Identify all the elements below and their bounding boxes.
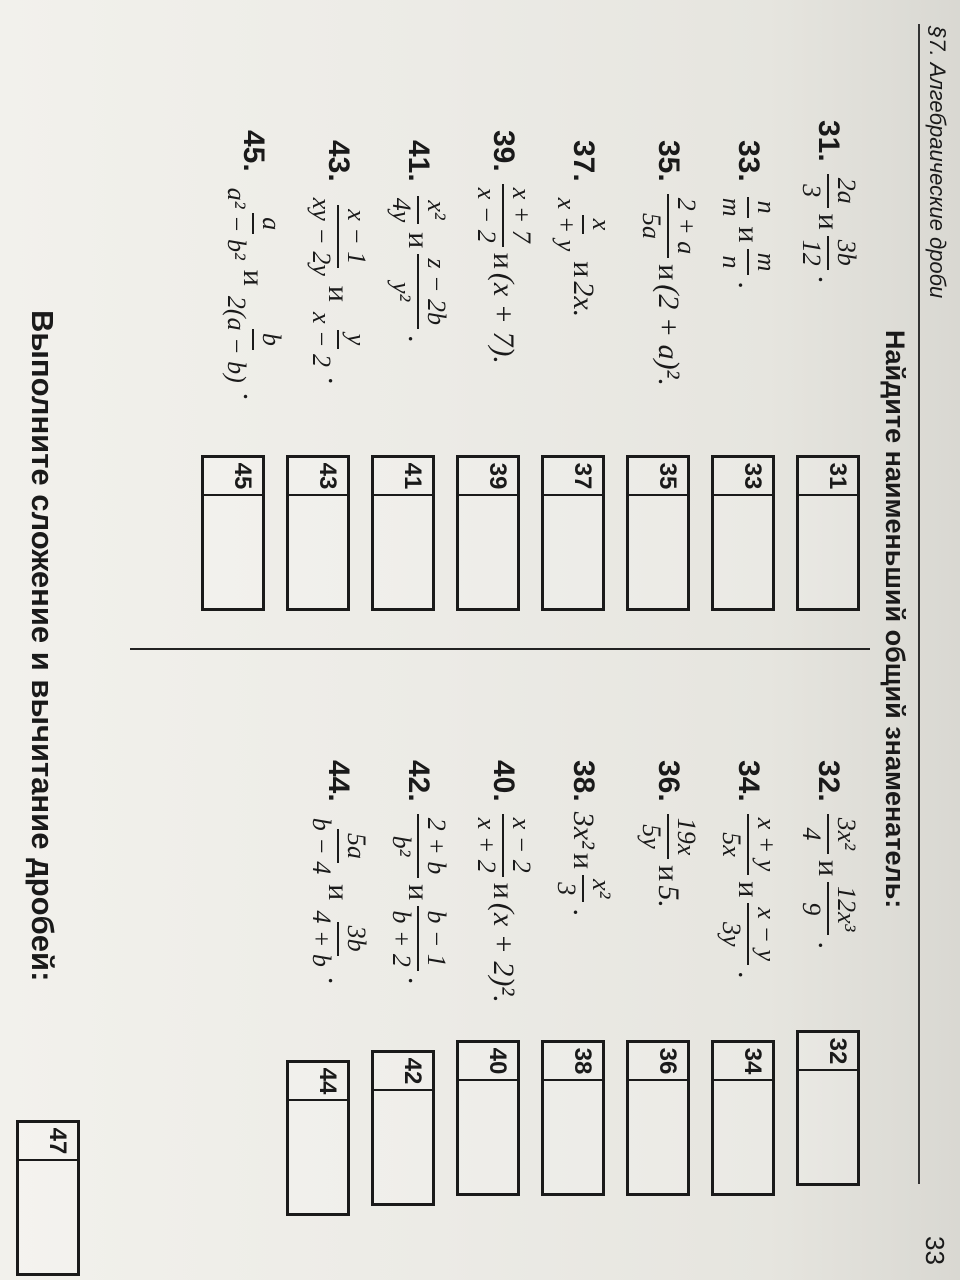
problem-item (387, 140, 450, 347)
answer-box[interactable] (541, 1040, 605, 1196)
punctuation: . (237, 392, 271, 401)
answer-box[interactable] (286, 1060, 350, 1216)
fraction (307, 814, 370, 879)
punctuation: . (567, 908, 601, 916)
numerator: b − 1 (417, 906, 450, 971)
denominator: a² − b² (222, 187, 252, 260)
numerator: b (252, 329, 285, 350)
problem-item (637, 140, 700, 386)
problem-number: 42. (402, 760, 436, 802)
punctuation: . (322, 976, 356, 985)
conjunction: и (812, 213, 846, 230)
answer-box[interactable] (796, 455, 860, 611)
numerator: 5a (337, 829, 370, 863)
answer-box-label: 32 (799, 1033, 857, 1071)
answer-box[interactable] (711, 455, 775, 611)
punctuation: . (732, 971, 766, 979)
problem-number: 32. (812, 760, 846, 802)
problem-number: 33. (732, 140, 766, 182)
numerator: z − 2b (417, 254, 450, 329)
answer-box-label: 39 (459, 458, 517, 496)
numerator: x² (582, 875, 615, 902)
denominator: 12 (797, 239, 827, 266)
fraction (387, 194, 450, 227)
problem-item (387, 760, 450, 988)
problem-number: 39. (487, 130, 521, 172)
numerator: x (582, 215, 615, 235)
conjunction: и (322, 285, 356, 302)
problem-number: 35. (652, 140, 686, 182)
denominator: 5x (717, 832, 747, 857)
fraction (552, 194, 615, 256)
fraction (717, 903, 780, 965)
denominator: 3y (717, 921, 747, 947)
problem-item (472, 130, 535, 364)
answer-box-label: 43 (289, 458, 347, 496)
punctuation: . (812, 275, 846, 284)
fraction (717, 249, 780, 276)
next-task-title: Выполните сложение и вычитание дробей: (25, 310, 60, 982)
fraction (797, 814, 860, 854)
problem-number: 43. (322, 140, 356, 182)
problem-item (472, 760, 535, 1003)
problem-item (552, 140, 615, 317)
answer-box[interactable] (796, 1030, 860, 1186)
numerator: 2a (827, 174, 860, 208)
answer-box-label: 44 (289, 1063, 347, 1101)
punctuation: . (402, 976, 436, 985)
answer-box[interactable] (286, 455, 350, 611)
answer-box-label: 38 (544, 1043, 602, 1081)
problem-item (552, 760, 615, 920)
punctuation: . (402, 335, 436, 343)
numerator: x² (417, 196, 450, 223)
fraction (387, 814, 450, 879)
punctuation: . (732, 281, 766, 289)
denominator: 3 (797, 184, 827, 198)
conjunction: и (402, 884, 436, 901)
answer-box-label: 35 (629, 458, 687, 496)
numerator: 3x² (827, 814, 860, 854)
numerator: x − 1 (337, 205, 370, 268)
column-divider (130, 648, 870, 650)
fraction (307, 906, 370, 971)
fraction (797, 236, 860, 270)
answer-box[interactable] (456, 1040, 520, 1196)
page-number: 33 (920, 1236, 950, 1265)
answer-box-label: 37 (544, 458, 602, 496)
punctuation: . (322, 377, 356, 385)
fraction (472, 814, 535, 877)
numerator: x + y (747, 814, 780, 876)
conjunction: и (567, 261, 601, 278)
answer-box[interactable] (16, 1120, 80, 1276)
numerator: n (747, 197, 780, 218)
answer-box[interactable] (626, 455, 690, 611)
answer-box-label: 31 (799, 458, 857, 496)
punctuation: . (812, 941, 846, 949)
answer-box[interactable] (201, 455, 265, 611)
denominator: y² (387, 281, 417, 302)
fraction (717, 814, 780, 876)
numerator: m (747, 249, 780, 276)
numerator: 2 + a (667, 194, 700, 259)
expression: (x + 7). (487, 272, 521, 364)
answer-box[interactable] (541, 455, 605, 611)
conjunction: и (732, 226, 766, 243)
section-header: §7. Алгебраические дроби (925, 26, 950, 299)
answer-box-label: 36 (629, 1043, 687, 1081)
problem-number: 36. (652, 760, 686, 802)
denominator: 4 + b (307, 910, 337, 967)
problem-number: 40. (487, 760, 521, 802)
numerator: 3b (337, 922, 370, 956)
denominator: x − 2 (472, 187, 502, 243)
problem-item (222, 130, 285, 404)
answer-box[interactable] (626, 1040, 690, 1196)
denominator: 4 (797, 827, 827, 841)
denominator: x + 2 (472, 817, 502, 873)
answer-box-label: 33 (714, 458, 772, 496)
fraction (222, 292, 285, 387)
denominator: b² (387, 835, 417, 857)
fraction (307, 308, 370, 371)
problem-number: 38. (567, 760, 601, 802)
expression: 3x² (567, 811, 601, 850)
fraction (552, 875, 615, 902)
fraction (797, 174, 860, 208)
answer-box[interactable] (371, 1050, 435, 1206)
problem-number: 37. (567, 140, 601, 182)
header-rule (918, 24, 920, 1184)
fraction (472, 184, 535, 247)
numerator: x + 7 (502, 184, 535, 247)
answer-box[interactable] (711, 1040, 775, 1196)
answer-box-label: 42 (374, 1053, 432, 1091)
expression: 5. (652, 885, 686, 908)
fraction (717, 194, 780, 221)
task-title: Найдите наименьший общий знаменатель: (880, 330, 910, 909)
denominator: x − 2 (307, 311, 337, 368)
problem-number: 44. (322, 760, 356, 802)
denominator: x + y (552, 197, 582, 252)
denominator: xy − 2y (307, 197, 337, 276)
answer-box[interactable] (371, 455, 435, 611)
fraction (637, 194, 700, 259)
conjunction: и (652, 264, 686, 281)
numerator: 2 + b (417, 814, 450, 879)
conjunction: и (567, 853, 601, 870)
numerator: 3b (827, 236, 860, 270)
problem-item (717, 760, 780, 983)
answer-box-label: 41 (374, 458, 432, 496)
numerator: x − y (747, 903, 780, 965)
problem-number: 34. (732, 760, 766, 802)
expression: (2 + a)². (652, 284, 686, 387)
problem-number: 45. (237, 130, 271, 172)
conjunction: и (402, 232, 436, 249)
problem-item (797, 120, 860, 287)
fraction (797, 882, 860, 935)
problem-number: 41. (402, 140, 436, 182)
answer-box-label: 40 (459, 1043, 517, 1081)
fraction (387, 254, 450, 329)
conjunction: и (487, 252, 521, 269)
conjunction: и (732, 881, 766, 898)
numerator: 12x³ (827, 882, 860, 935)
numerator: x − 2 (502, 814, 535, 877)
answer-box-label: 47 (19, 1123, 77, 1161)
denominator: m (717, 197, 747, 217)
denominator: n (717, 255, 747, 269)
denominator: 5a (637, 212, 667, 239)
answer-box-label: 34 (714, 1043, 772, 1081)
denominator: b − 4 (307, 817, 337, 875)
problem-item (637, 760, 700, 908)
conjunction: и (322, 884, 356, 901)
answer-box[interactable] (456, 455, 520, 611)
answer-box-label: 45 (204, 458, 262, 496)
numerator: a (252, 213, 285, 234)
problem-item (307, 140, 370, 389)
conjunction: и (812, 860, 846, 877)
problem-item (307, 760, 370, 988)
numerator: 19x (667, 814, 700, 860)
expression: (x + 2)². (487, 902, 521, 1003)
denominator: 5y (637, 824, 667, 849)
fraction (387, 906, 450, 971)
expression: 2x. (567, 281, 601, 318)
conjunction: и (652, 865, 686, 882)
conjunction: и (237, 269, 271, 286)
conjunction: и (487, 882, 521, 899)
denominator: 4y (387, 197, 417, 223)
denominator: b + 2 (387, 910, 417, 967)
problem-item (717, 140, 780, 293)
fraction (307, 194, 370, 280)
fraction (222, 184, 285, 264)
numerator: y (337, 330, 370, 350)
fraction (637, 814, 700, 860)
problem-number: 31. (812, 120, 846, 162)
denominator: 2(a − b) (222, 295, 252, 383)
denominator: 3 (552, 882, 582, 896)
denominator: 9 (797, 902, 827, 916)
problem-item (797, 760, 860, 953)
